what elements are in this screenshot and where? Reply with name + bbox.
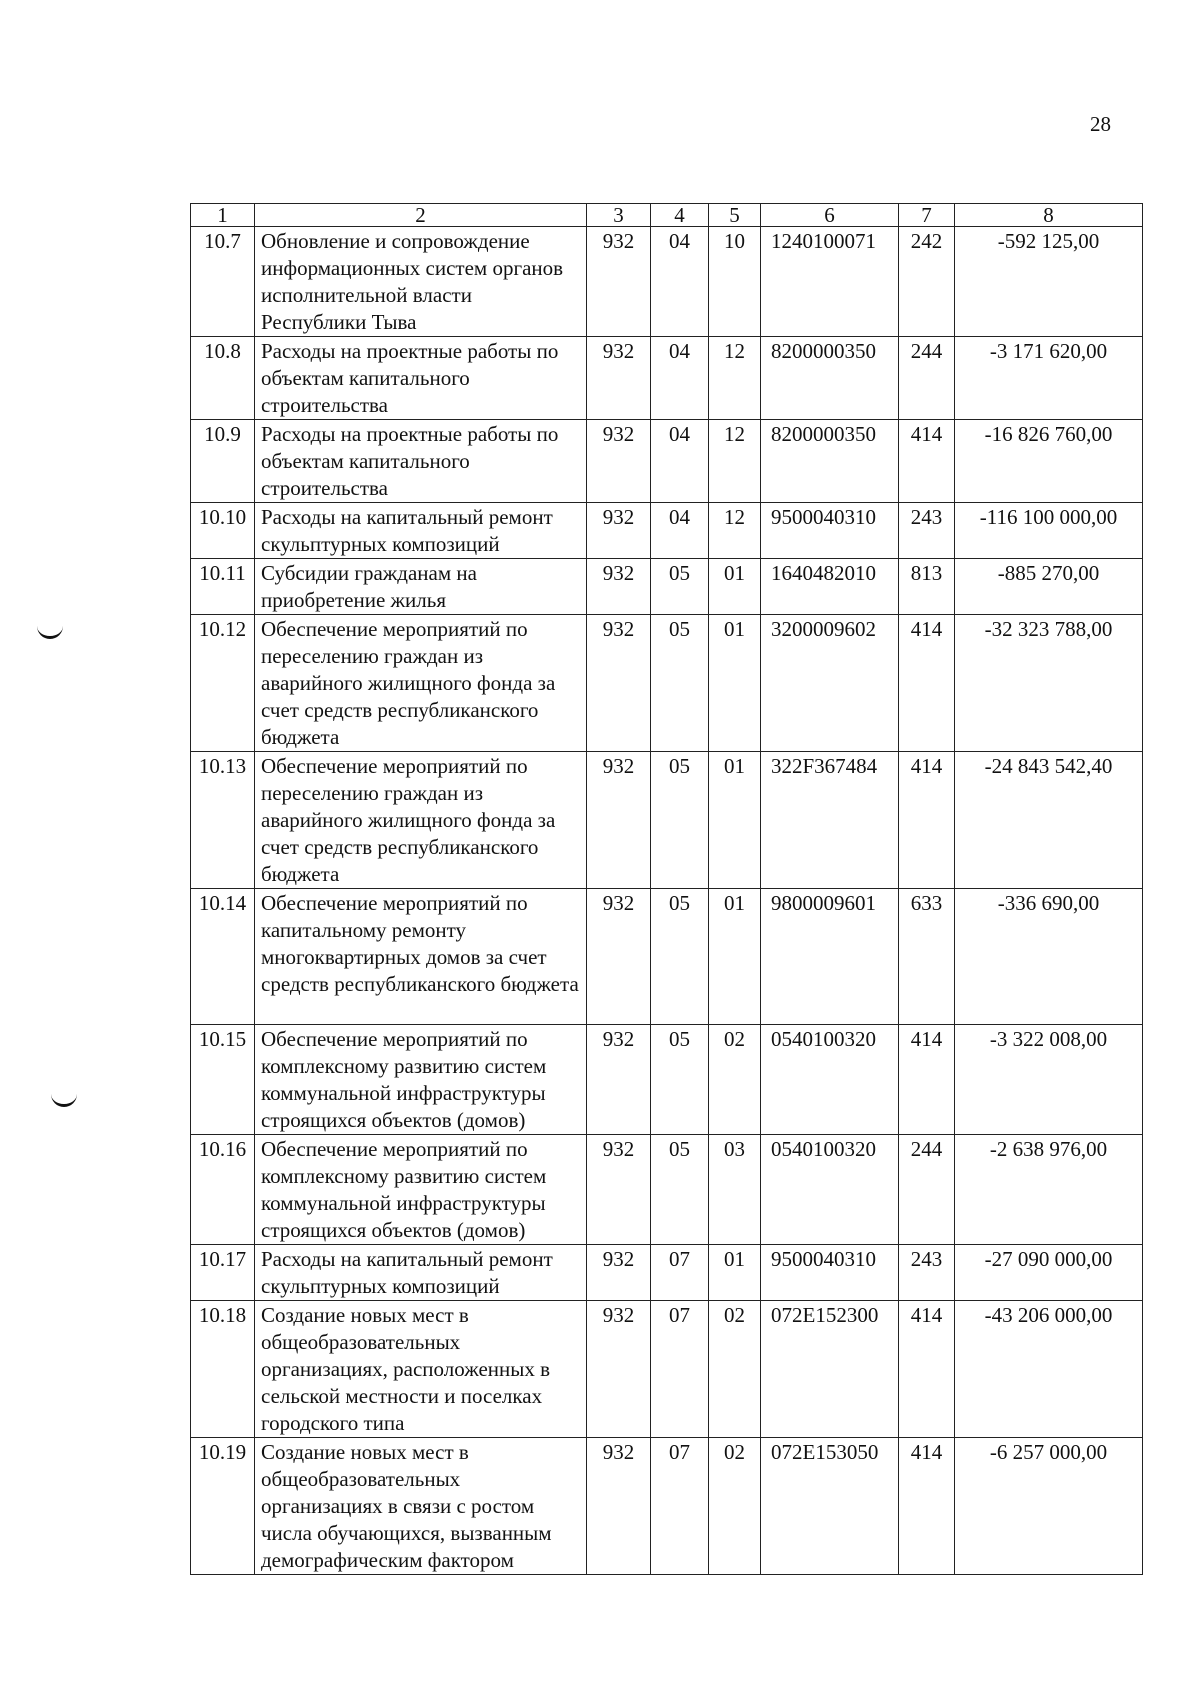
target-article-cell: 9500040310	[761, 503, 899, 559]
grbs-code-cell: 932	[587, 420, 651, 503]
row-number-cell: 10.8	[191, 337, 255, 420]
subsection-code-cell: 12	[709, 420, 761, 503]
expense-name-cell: Обновление и сопровождение информационных систем органов исполнительной власти Республики Тыва	[255, 227, 587, 337]
section-code-cell: 05	[651, 1025, 709, 1135]
grbs-code-cell: 932	[587, 1135, 651, 1245]
grbs-code-cell: 932	[587, 337, 651, 420]
header-cell-7: 7	[899, 204, 955, 227]
section-code-cell: 05	[651, 1135, 709, 1245]
amount-cell: -3 171 620,00	[955, 337, 1143, 420]
subsection-code-cell: 10	[709, 227, 761, 337]
grbs-code-cell: 932	[587, 559, 651, 615]
target-article-cell: 3200009602	[761, 615, 899, 752]
table-row	[191, 420, 1143, 503]
section-code-cell: 05	[651, 889, 709, 1025]
amount-cell: -6 257 000,00	[955, 1438, 1143, 1575]
expense-name-cell: Создание новых мест в общеобразовательных организациях, расположенных в сельской местности и поселках городского типа	[255, 1301, 587, 1438]
expense-name-cell: Обеспечение мероприятий по переселению граждан из аварийного жилищного фонда за счет средств республиканского бюджета	[255, 615, 587, 752]
amount-cell: -2 638 976,00	[955, 1135, 1143, 1245]
amount-cell: -16 826 760,00	[955, 420, 1143, 503]
amount-cell: -336 690,00	[955, 889, 1143, 1025]
header-cell-3: 3	[587, 204, 651, 227]
page-number: 28	[1090, 112, 1111, 136]
subsection-code-cell: 02	[709, 1438, 761, 1575]
grbs-code-cell: 932	[587, 1025, 651, 1135]
header-cell-6: 6	[761, 204, 899, 227]
section-code-cell: 05	[651, 615, 709, 752]
expense-name-cell: Обеспечение мероприятий по переселению граждан из аварийного жилищного фонда за счет средств республиканского бюджета	[255, 752, 587, 889]
expense-type-cell: 813	[899, 559, 955, 615]
target-article-cell: 9800009601	[761, 889, 899, 1025]
target-article-cell: 072E153050	[761, 1438, 899, 1575]
header-cell-5: 5	[709, 204, 761, 227]
amount-cell: -24 843 542,40	[955, 752, 1143, 889]
expense-type-cell: 243	[899, 1245, 955, 1301]
target-article-cell: 8200000350	[761, 420, 899, 503]
subsection-code-cell: 01	[709, 752, 761, 889]
amount-cell: -116 100 000,00	[955, 503, 1143, 559]
table-row	[191, 615, 1143, 752]
expense-name-cell: Расходы на капитальный ремонт скульптурных композиций	[255, 1245, 587, 1301]
section-code-cell: 04	[651, 420, 709, 503]
expense-type-cell: 244	[899, 337, 955, 420]
scan-artifact-mark	[51, 1094, 77, 1107]
table-row	[191, 1135, 1143, 1245]
row-number-cell: 10.19	[191, 1438, 255, 1575]
subsection-code-cell: 01	[709, 559, 761, 615]
target-article-cell: 9500040310	[761, 1245, 899, 1301]
row-number-cell: 10.15	[191, 1025, 255, 1135]
expense-name-cell: Обеспечение мероприятий по комплексному развитию систем коммунальной инфраструктуры строящихся объектов (домов)	[255, 1135, 587, 1245]
target-article-cell: 1640482010	[761, 559, 899, 615]
expense-type-cell: 242	[899, 227, 955, 337]
section-code-cell: 05	[651, 752, 709, 889]
target-article-cell: 0540100320	[761, 1135, 899, 1245]
section-code-cell: 07	[651, 1245, 709, 1301]
table-row	[191, 1301, 1143, 1438]
expense-name-cell: Расходы на проектные работы по объектам капитального строительства	[255, 337, 587, 420]
subsection-code-cell: 12	[709, 503, 761, 559]
table-header	[191, 204, 1143, 227]
subsection-code-cell: 01	[709, 889, 761, 1025]
section-code-cell: 07	[651, 1301, 709, 1438]
amount-cell: -885 270,00	[955, 559, 1143, 615]
row-number-cell: 10.9	[191, 420, 255, 503]
expense-type-cell: 414	[899, 1438, 955, 1575]
subsection-code-cell: 02	[709, 1025, 761, 1135]
expense-name-cell: Расходы на капитальный ремонт скульптурных композиций	[255, 503, 587, 559]
header-cell-4: 4	[651, 204, 709, 227]
section-code-cell: 05	[651, 559, 709, 615]
target-article-cell: 072E152300	[761, 1301, 899, 1438]
amount-cell: -43 206 000,00	[955, 1301, 1143, 1438]
table-row	[191, 889, 1143, 1025]
table-row	[191, 503, 1143, 559]
expense-type-cell: 414	[899, 1025, 955, 1135]
grbs-code-cell: 932	[587, 889, 651, 1025]
subsection-code-cell: 01	[709, 1245, 761, 1301]
grbs-code-cell: 932	[587, 752, 651, 889]
subsection-code-cell: 12	[709, 337, 761, 420]
row-number-cell: 10.7	[191, 227, 255, 337]
expense-type-cell: 243	[899, 503, 955, 559]
header-cell-1: 1	[191, 204, 255, 227]
section-code-cell: 04	[651, 503, 709, 559]
table-row	[191, 227, 1143, 337]
row-number-cell: 10.13	[191, 752, 255, 889]
row-number-cell: 10.14	[191, 889, 255, 1025]
row-number-cell: 10.12	[191, 615, 255, 752]
header-cell-2: 2	[255, 204, 587, 227]
table-body	[191, 227, 1143, 1575]
section-code-cell: 04	[651, 337, 709, 420]
expense-type-cell: 414	[899, 752, 955, 889]
expense-type-cell: 414	[899, 1301, 955, 1438]
row-number-cell: 10.18	[191, 1301, 255, 1438]
amount-cell: -27 090 000,00	[955, 1245, 1143, 1301]
amount-cell: -32 323 788,00	[955, 615, 1143, 752]
amount-cell: -592 125,00	[955, 227, 1143, 337]
header-row	[191, 204, 1143, 227]
subsection-code-cell: 01	[709, 615, 761, 752]
section-code-cell: 04	[651, 227, 709, 337]
row-number-cell: 10.17	[191, 1245, 255, 1301]
row-number-cell: 10.16	[191, 1135, 255, 1245]
subsection-code-cell: 03	[709, 1135, 761, 1245]
target-article-cell: 1240100071	[761, 227, 899, 337]
expense-name-cell: Расходы на проектные работы по объектам капитального строительства	[255, 420, 587, 503]
row-number-cell: 10.10	[191, 503, 255, 559]
target-article-cell: 8200000350	[761, 337, 899, 420]
expense-name-cell: Обеспечение мероприятий по капитальному ремонту многоквартирных домов за счет средств республиканского бюджета	[255, 889, 587, 1025]
target-article-cell: 322F367484	[761, 752, 899, 889]
expense-name-cell: Создание новых мест в общеобразовательных организациях в связи с ростом числа обучающихся, вызванным демографическим фактором	[255, 1438, 587, 1575]
expense-type-cell: 414	[899, 420, 955, 503]
grbs-code-cell: 932	[587, 1301, 651, 1438]
header-cell-8: 8	[955, 204, 1143, 227]
expense-type-cell: 244	[899, 1135, 955, 1245]
table-row	[191, 1025, 1143, 1135]
table-row	[191, 337, 1143, 420]
grbs-code-cell: 932	[587, 227, 651, 337]
row-number-cell: 10.11	[191, 559, 255, 615]
expense-name-cell: Субсидии гражданам на приобретение жилья	[255, 559, 587, 615]
scan-artifact-mark	[37, 626, 63, 639]
section-code-cell: 07	[651, 1438, 709, 1575]
expense-type-cell: 414	[899, 615, 955, 752]
grbs-code-cell: 932	[587, 1245, 651, 1301]
expense-name-cell: Обеспечение мероприятий по комплексному развитию систем коммунальной инфраструктуры строящихся объектов (домов)	[255, 1025, 587, 1135]
table-row	[191, 752, 1143, 889]
budget-allocation-table	[190, 203, 1143, 1575]
grbs-code-cell: 932	[587, 1438, 651, 1575]
grbs-code-cell: 932	[587, 615, 651, 752]
table-row	[191, 1245, 1143, 1301]
table-row	[191, 559, 1143, 615]
table-row	[191, 1438, 1143, 1575]
amount-cell: -3 322 008,00	[955, 1025, 1143, 1135]
target-article-cell: 0540100320	[761, 1025, 899, 1135]
grbs-code-cell: 932	[587, 503, 651, 559]
subsection-code-cell: 02	[709, 1301, 761, 1438]
expense-type-cell: 633	[899, 889, 955, 1025]
